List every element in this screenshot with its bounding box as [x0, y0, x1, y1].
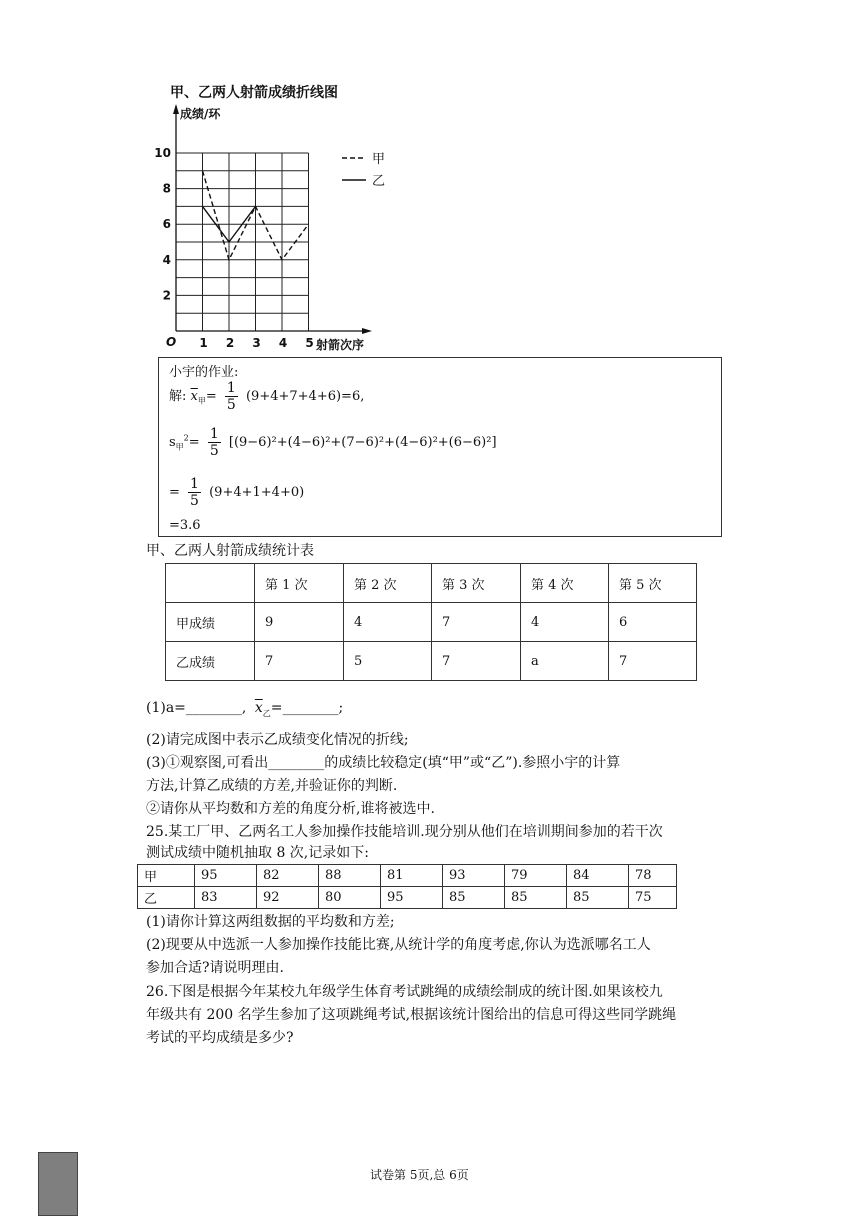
homework-heading: 小宇的作业: [169, 365, 239, 380]
problem-25-part2-line2: 参加合适?请说明理由. [146, 960, 284, 976]
table-cell: a [521, 642, 609, 681]
worker-score-table [137, 864, 677, 909]
x-axis-label: 射箭次序 [316, 338, 365, 352]
table-row [138, 865, 677, 887]
table-cell: 93 [443, 865, 505, 887]
problem-26-line1: 26.下图是根据今年某校九年级学生体育考试跳绳的成绩绘制成的统计图.如果该校九 [146, 984, 663, 1000]
problem-25-part2-line1: (2)现要从中选派一人参加操作技能比赛,从统计学的角度考虑,你认为选派哪名工人 [146, 937, 651, 953]
problem-25-line1: 25.某工厂甲、乙两名工人参加操作技能培训.现分别从他们在培训期间参加的若干次 [146, 824, 663, 840]
table-cell: 95 [381, 887, 443, 909]
y-axis-arrow [173, 104, 179, 114]
x-tick-label: 4 [278, 336, 288, 350]
table-cell: 第 1 次 [255, 564, 344, 603]
table-cell: 第 2 次 [344, 564, 432, 603]
x-axis-arrow [362, 328, 372, 334]
chart-title: 甲、乙两人射箭成绩折线图 [170, 85, 338, 101]
table-header-row [166, 564, 697, 603]
y-tick-label: 4 [162, 252, 171, 267]
table-cell: 82 [257, 865, 319, 887]
problem-25-line2: 测试成绩中随机抽取 8 次,记录如下: [146, 845, 369, 861]
homework-box [158, 357, 722, 537]
table-cell: 甲成绩 [166, 603, 255, 642]
table-cell: 80 [319, 887, 381, 909]
table-cell: 第 5 次 [609, 564, 697, 603]
table-cell: 9 [255, 603, 344, 642]
table-cell: 7 [255, 642, 344, 681]
table-cell: 84 [567, 865, 629, 887]
table-cell: 7 [609, 642, 697, 681]
table-cell: 5 [344, 642, 432, 681]
table-cell: 85 [443, 887, 505, 909]
equals-sign: = [205, 389, 217, 404]
table-cell: 95 [195, 865, 257, 887]
x-tick-label: 5 [305, 336, 314, 350]
table-cell: 79 [505, 865, 567, 887]
table-cell: 乙成绩 [166, 642, 255, 681]
fraction-one-fifth: $\frac{1}{5}$ [226, 380, 236, 413]
table-cell: 6 [609, 603, 697, 642]
table-cell: 乙 [138, 887, 195, 909]
page-number: 试卷第 5页,总 6页 [370, 1168, 469, 1182]
y-tick-label: 10 [154, 146, 171, 160]
variance-symbol: s [169, 435, 176, 450]
table-row [138, 887, 677, 909]
table-cell: 第 3 次 [432, 564, 521, 603]
legend-label: 乙 [372, 174, 386, 189]
table-cell: 92 [257, 887, 319, 909]
problem-26-line2: 年级共有 200 名学生参加了这项跳绳考试,根据该统计图给出的信息可得这些同学跳绳 [146, 1007, 677, 1023]
problem-26-line3: 考试的平均成绩是多少? [146, 1030, 294, 1046]
table-cell: 4 [521, 603, 609, 642]
table-cell: 7 [432, 603, 521, 642]
table1-caption: 甲、乙两人射箭成绩统计表 [146, 543, 314, 559]
x-tick-label: 3 [252, 336, 261, 350]
table-cell: 7 [432, 642, 521, 681]
table-cell [166, 564, 255, 603]
mean-symbol: $\overline{x}$ [190, 389, 198, 404]
question-3-line2: 方法,计算乙成绩的方差,并验证你的判断. [146, 778, 398, 794]
legend-label: 甲 [372, 152, 386, 167]
score-table [165, 563, 697, 681]
mean-expression: (9+4+7+4+6)=6, [245, 389, 365, 404]
table-cell: 第 4 次 [521, 564, 609, 603]
question-3-line1: (3)①观察图,可看出________的成绩比较稳定(填“甲”或“乙”).参照小宇的计算 [146, 755, 621, 771]
question-2: (2)请完成图中表示乙成绩变化情况的折线; [146, 732, 409, 748]
homework-variance-result: =3.6 [169, 518, 201, 533]
table-cell: 83 [195, 887, 257, 909]
question-1: (1)a=________, $\overline{x}_乙=\_\_\_\_\_\_\_\_$; [146, 700, 344, 718]
y-axis-label: 成绩/环 [180, 107, 221, 121]
fraction-one-fifth: $\frac{1}{5}$ [190, 476, 199, 509]
table-row [166, 603, 697, 642]
table-cell: 甲 [138, 865, 195, 887]
page-side-bar [38, 1152, 78, 1216]
problem-25-part1: (1)请你计算这两组数据的平均数和方差; [146, 914, 395, 930]
homework-mean-line [169, 380, 364, 413]
origin-label: O [166, 335, 177, 349]
y-tick-label: 6 [162, 217, 171, 232]
y-tick-label: 2 [162, 288, 171, 303]
x-tick-label: 1 [199, 336, 208, 350]
table-cell: 88 [319, 865, 381, 887]
table-cell: 75 [629, 887, 677, 909]
chart-grid [176, 153, 309, 331]
homework-variance-line: $s_甲^2=$ $\frac{1}{5}$ [(9−6)²+(4−6)²+(7−6)²+(4−6)²+(6−6)²] [169, 426, 497, 459]
table-cell: 78 [629, 865, 677, 887]
chart-legend [342, 152, 385, 189]
y-tick-label: 8 [162, 181, 171, 196]
fraction-one-fifth: $\frac{1}{5}$ [209, 426, 219, 459]
line-chart [148, 100, 408, 356]
table-cell: 85 [567, 887, 629, 909]
solve-label: 解: [169, 389, 187, 404]
variance-expression: [(9−6)²+(4−6)²+(7−6)²+(4−6)²+(6−6)²] [228, 435, 497, 450]
table-cell: 4 [344, 603, 432, 642]
table-cell: 81 [381, 865, 443, 887]
mean-subscript: 甲 [197, 396, 206, 406]
homework-variance-step: = $\frac{1}{5}$ (9+4+1+4+0) [169, 476, 305, 509]
question-3-line3: ②请你从平均数和方差的角度分析,谁将被选中. [146, 801, 435, 817]
chart-labels [154, 106, 364, 352]
mean-symbol: $\overline{x}$ [254, 700, 263, 716]
table-cell: 85 [505, 887, 567, 909]
table-row [166, 642, 697, 681]
x-tick-label: 2 [225, 336, 235, 350]
